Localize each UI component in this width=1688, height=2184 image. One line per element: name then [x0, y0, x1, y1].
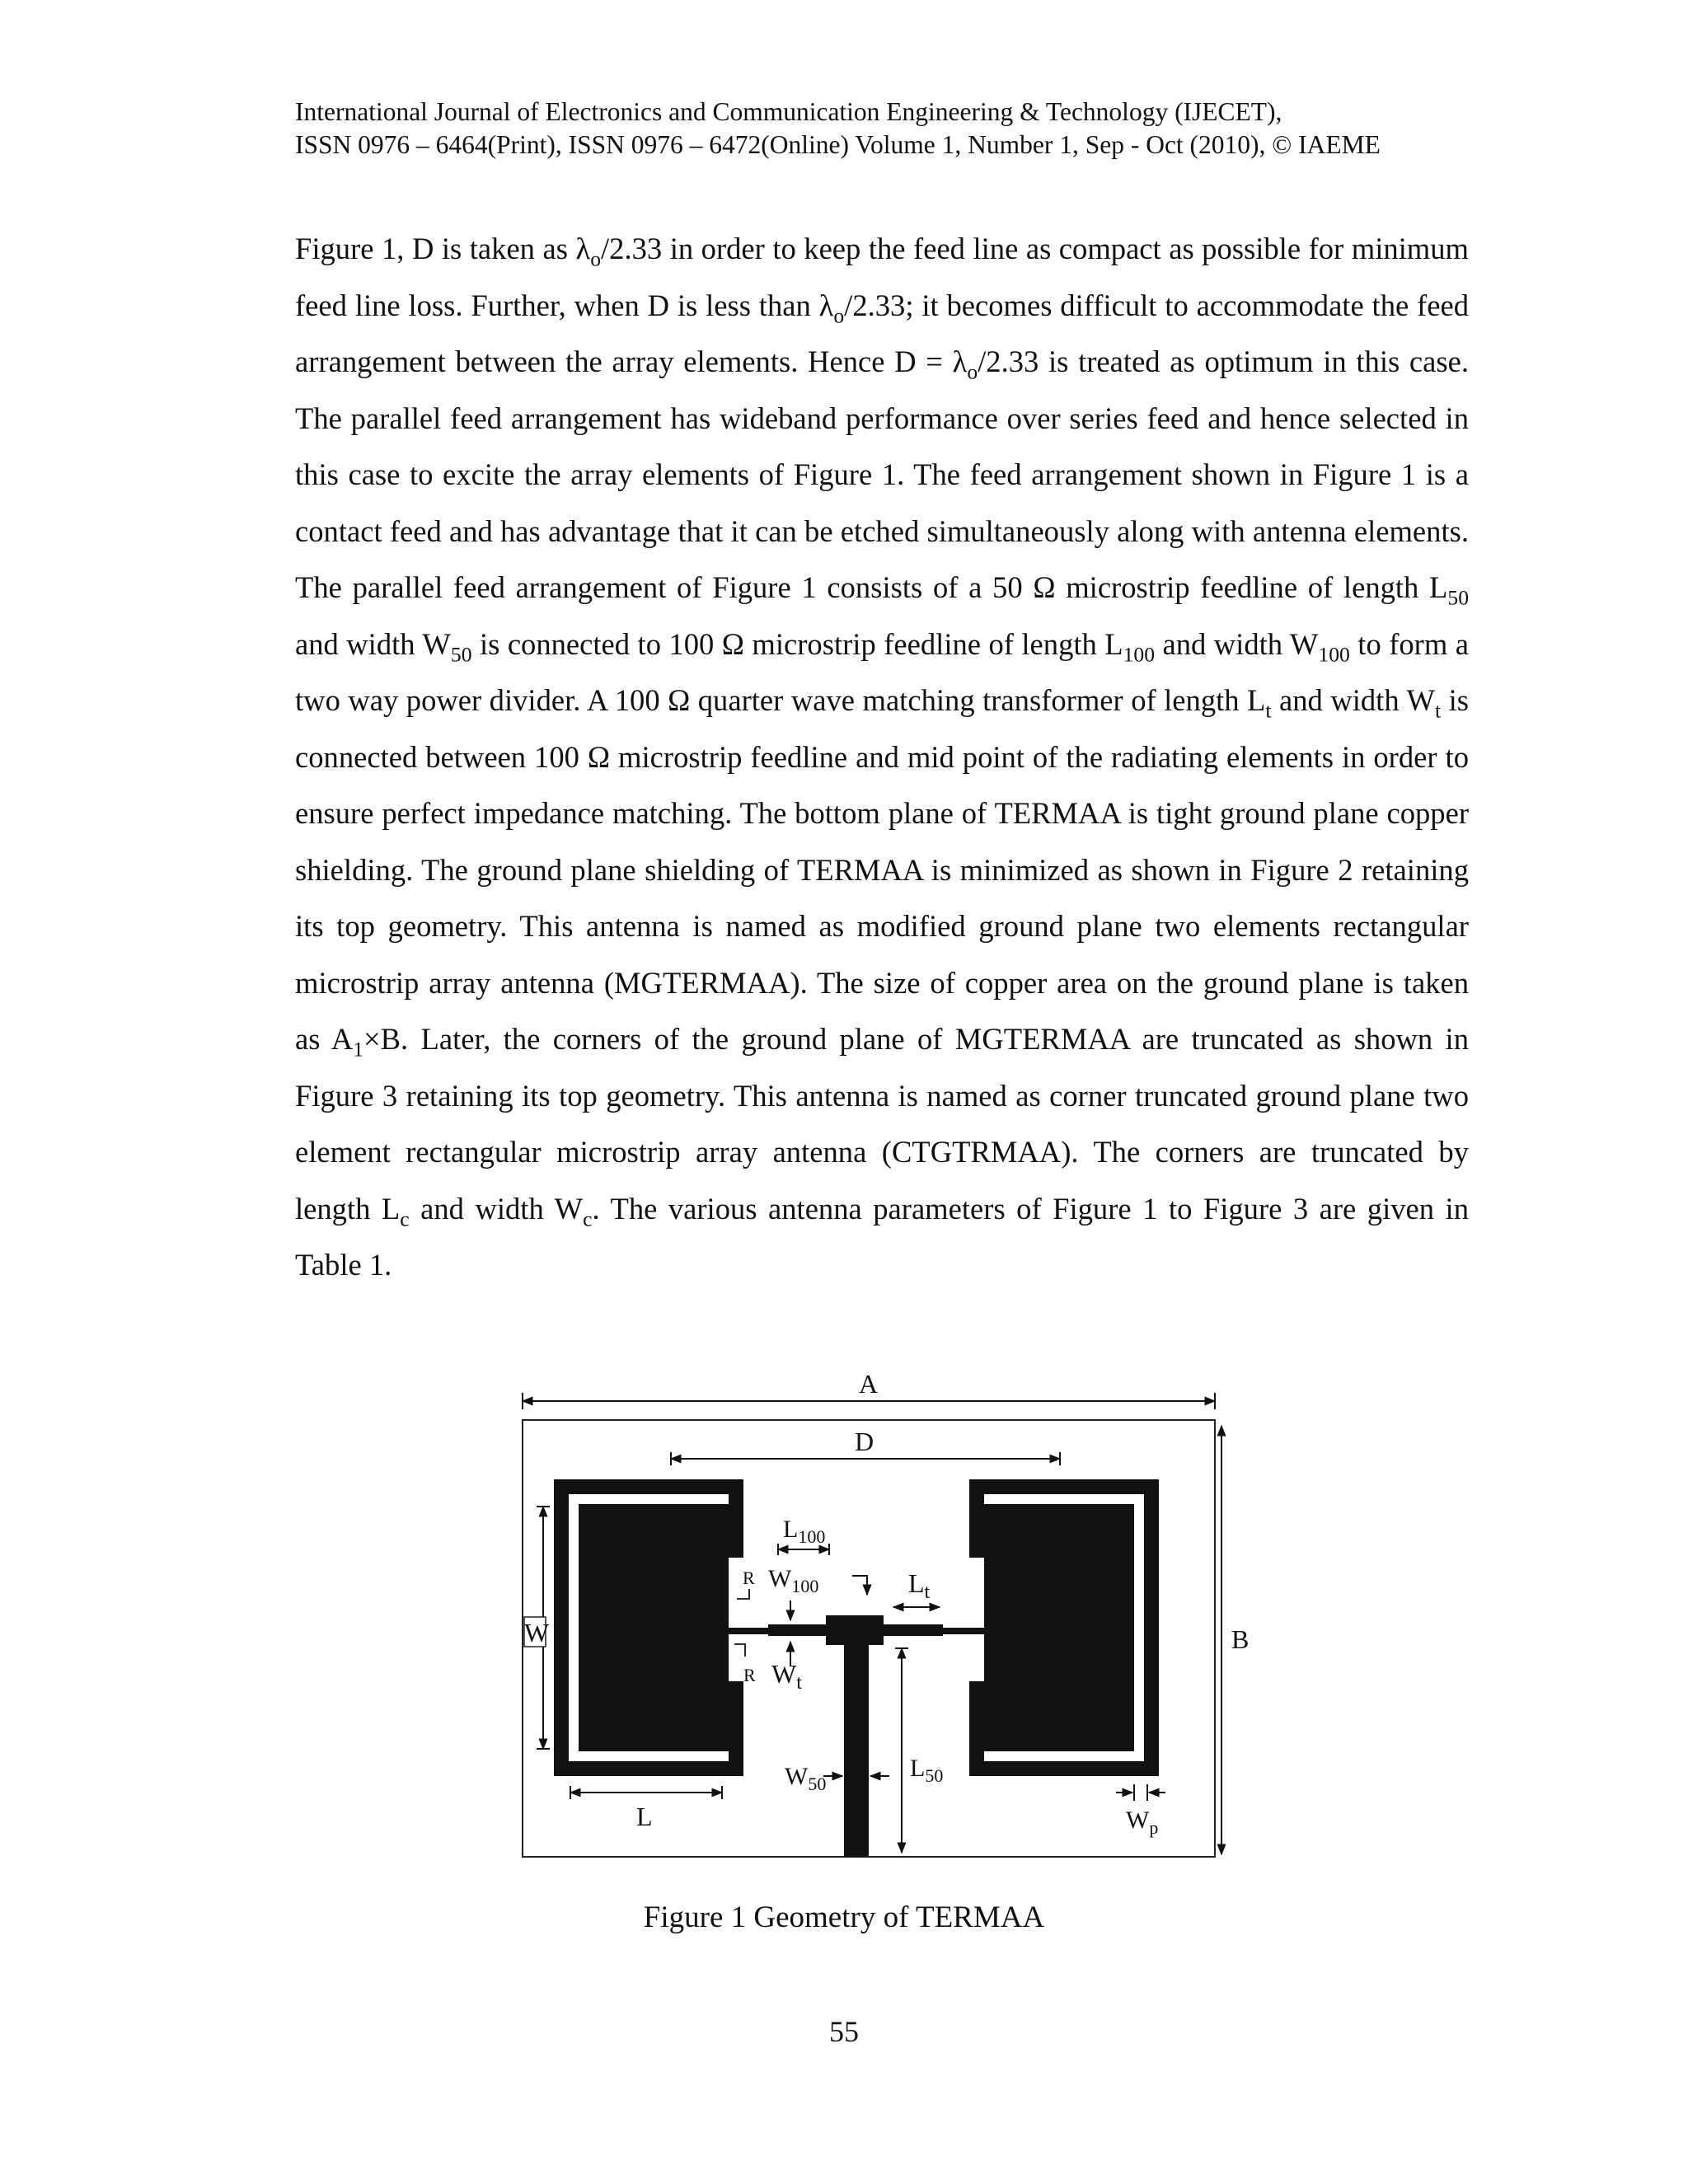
text-run: and width W — [295, 626, 451, 661]
text-run: to form a two way power divider. A 100 Ω quarter wave matching transformer of length L — [295, 626, 1469, 717]
text-run: and width W — [1155, 626, 1319, 661]
dimension-b — [1221, 1426, 1249, 1854]
text-run: /2.33 is treated as optimum in this case. The parallel feed arrangement has wideband performance over series feed and hence selected in this case to excite the array elements of Figure 1. The feed arrangement shown in Figure 1 is a contact feed and has advantage that it can be etched simultaneously along with antenna elements. The parallel feed arrangement of Figure 1 consists of a 50 Ω microstrip feedline of length L — [295, 344, 1469, 604]
subscript: 100 — [1318, 641, 1350, 666]
dimension-w — [524, 1507, 550, 1749]
label-w: W — [524, 1618, 550, 1647]
dimension-w50 — [785, 1763, 889, 1794]
dimension-l100 — [778, 1516, 829, 1555]
page-number: 55 — [829, 2015, 859, 2048]
subscript: o — [967, 359, 978, 384]
label-wp: $W_p$ — [1126, 1807, 1159, 1838]
text-run: /2.33 in order to keep the feed line as compact as possible for minimum feed line loss. Further, when D is less than λ — [295, 232, 1469, 322]
label-d: D — [855, 1427, 874, 1456]
text-run: . The various antenna parameters of Figure 1 to Figure 3 are given in Table 1. — [295, 1191, 1469, 1282]
dimension-d — [671, 1427, 1060, 1465]
text-run: and width W — [1271, 683, 1435, 717]
dimension-lt — [893, 1568, 940, 1607]
subscript: c — [400, 1206, 410, 1230]
termaa-geometry-figure — [506, 1360, 1264, 1887]
feed-network — [729, 1615, 984, 1857]
antenna-diagram — [506, 1360, 1264, 1887]
text-run: is connected to 100 Ω microstrip feedline of length L — [471, 626, 1123, 661]
subscript: o — [590, 246, 602, 271]
label-wt: $W_t$ — [771, 1659, 802, 1694]
dimension-w100 — [768, 1565, 867, 1620]
label-b: B — [1231, 1624, 1250, 1654]
dimension-a — [523, 1369, 1215, 1409]
text-run: Figure 1, D is taken as λ — [295, 232, 591, 265]
subscript: o — [833, 302, 845, 327]
label-w50: $W_{50}$ — [785, 1763, 827, 1794]
dimension-wp — [1116, 1784, 1165, 1838]
dimension-l50 — [895, 1648, 943, 1853]
subscript: 100 — [1123, 641, 1156, 666]
subscript: t — [1434, 698, 1442, 723]
body-paragraph — [295, 221, 1469, 1294]
left-patch-element — [554, 1479, 743, 1776]
subscript: c — [583, 1206, 593, 1230]
label-l50: $L_{50}$ — [910, 1755, 944, 1786]
journal-header — [295, 96, 1465, 162]
right-patch-element — [969, 1479, 1159, 1776]
subscript: 1 — [353, 1037, 364, 1062]
paragraph-text — [295, 221, 1469, 1294]
text-run: and width W — [409, 1191, 584, 1226]
label-w100: $W_{100}$ — [768, 1565, 819, 1596]
label-l: L — [636, 1802, 653, 1831]
label-r-lower: R — [743, 1665, 756, 1685]
label-lt: $L_t$ — [908, 1568, 931, 1603]
header-line-2: ISSN 0976 – 6464(Print), ISSN 0976 – 6472(Online) Volume 1, Number 1, Sep - Oct (2010), © IAEME — [295, 130, 1381, 159]
label-l100: $L_{100}$ — [783, 1516, 826, 1547]
text-run: /2.33; it becomes difficult to accommodate the feed arrangement between the array elements. Hence D = λ — [295, 288, 1469, 378]
subscript: 50 — [450, 641, 472, 666]
text-run: is connected between 100 Ω microstrip feedline and mid point of the radiating elements in order to ensure perfect impedance matching. The bottom plane of TERMAA is tight ground plane copper shielding. The ground plane shielding of TERMAA is minimized as shown in Figure 2 retaining its top geometry. This antenna is named as modified ground plane two elements rectangular microstrip array antenna (MGTERMAA). The size of copper area on the ground plane is taken as A — [295, 683, 1469, 1056]
subscript: 50 — [1447, 585, 1469, 610]
header-line-1: International Journal of Electronics and Communication Engineering & Technology (IJECET), — [295, 97, 1282, 126]
label-r-upper: R — [743, 1568, 755, 1588]
dimension-wt — [771, 1642, 802, 1694]
label-a: A — [859, 1369, 879, 1399]
subscript: t — [1265, 698, 1272, 723]
dimension-l — [570, 1786, 722, 1831]
figure-caption: Figure 1 Geometry of TERMAA — [643, 1900, 1045, 1934]
text-run: ×B. Later, the corners of the ground plane of MGTERMAA are truncated as shown in Figure 3 retaining its top geometry. This antenna is named as corner truncated ground plane two element rectangular microstrip array antenna (CTGTRMAA). The corners are truncated by length L — [295, 1022, 1469, 1226]
